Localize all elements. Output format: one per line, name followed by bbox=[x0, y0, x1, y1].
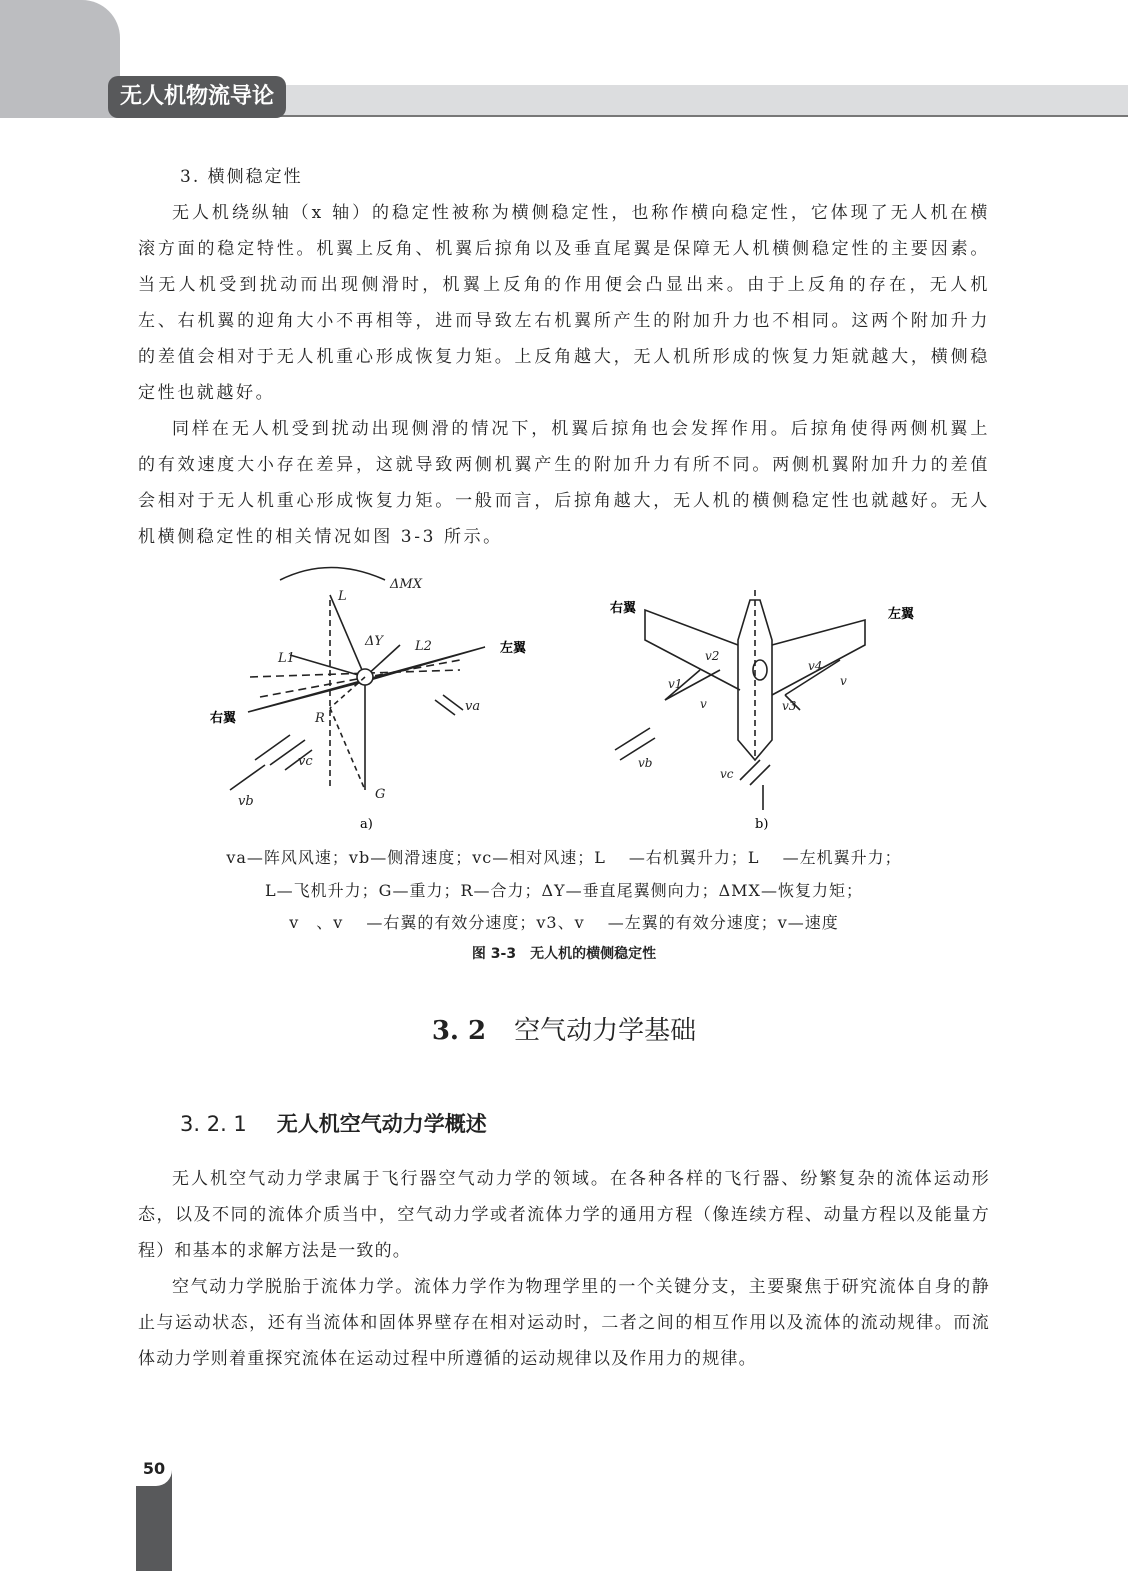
label-v: v bbox=[700, 697, 707, 711]
label-dmx: ΔMX bbox=[390, 577, 422, 592]
header-tab-decoration bbox=[0, 0, 120, 118]
section-number: 3. 2 bbox=[431, 1016, 487, 1046]
paragraph: 无人机空气动力学隶属于飞行器空气动力学的领域。在各种各样的飞行器、纷繁复杂的流体运动形态，以及不同的流体介质当中，空气动力学或者流体力学的通用方程（像连续方程、动量方程以及能量方程）和基本的求解方法是一致的。 bbox=[138, 1169, 990, 1261]
label-vc-b: vc bbox=[720, 767, 734, 781]
moment-arc bbox=[280, 568, 385, 581]
figure-legend-line: va—阵风风速；vb—侧滑速度；vc—相对风速；L —右机翼升力；L —左机翼升力； bbox=[226, 848, 902, 867]
figure-b-label: b) bbox=[755, 817, 769, 832]
subsection-number: 3. 2. 1 bbox=[180, 1112, 247, 1136]
header-band bbox=[270, 85, 1128, 117]
label-L: L bbox=[338, 589, 347, 604]
label-v-right: v bbox=[840, 674, 847, 688]
label-left-wing: 左翼 bbox=[500, 641, 527, 656]
label-L2: L2 bbox=[415, 639, 432, 654]
section-heading bbox=[0, 1010, 1128, 1047]
label-vc: vc bbox=[298, 754, 313, 769]
label-v3: v3 bbox=[782, 699, 797, 713]
subsection-heading: 3. 横侧稳定性 bbox=[180, 167, 303, 187]
paragraph: 空气动力学脱胎于流体力学。流体力学作为物理学里的一个关键分支，主要聚焦于研究流体自身的静止与运动状态，还有当流体和固体界壁存在相对运动时，二者之间的相互作用以及流体的流动规律。而流体动力学则着重探究流体在运动过程中所遵循的运动规律以及作用力的规律。 bbox=[138, 1277, 990, 1369]
subsection-title: 无人机空气动力学概述 bbox=[276, 1111, 487, 1136]
section321-body bbox=[138, 1161, 990, 1377]
label-L1: L1 bbox=[278, 651, 295, 666]
page-number: 50 bbox=[136, 1452, 172, 1486]
label-left-wing-b: 左翼 bbox=[888, 607, 915, 622]
figure-3-3 bbox=[200, 560, 940, 840]
label-v1: v1 bbox=[668, 677, 683, 691]
figure-a bbox=[230, 568, 485, 791]
label-right-wing: 右翼 bbox=[210, 711, 237, 726]
label-dY: ΔY bbox=[365, 634, 383, 649]
paragraph: 无人机绕纵轴（x 轴）的稳定性被称为横侧稳定性，也称作横向稳定性，它体现了无人机在横滚方面的稳定特性。机翼上反角、机翼后掠角以及垂直尾翼是保障无人机横侧稳定性的主要因素。当无人机受到扰动而出现侧滑时，机翼上反角的作用便会凸显出来。由于上反角的存在，无人机左、右机翼的迎角大小不再相等，进而导致左右机翼所产生的附加升力也不相同。这两个附加升力的差值会相对于无人机重心形成恢复力矩。上反角越大，无人机所形成的恢复力矩就越大，横侧稳定性也就越好。 bbox=[138, 203, 990, 403]
figure-title: 图 3-3 无人机的横侧稳定性 bbox=[471, 946, 657, 962]
label-G: G bbox=[375, 787, 386, 802]
figure-legend-line: L—飞机升力；G—重力；R—合力；ΔY—垂直尾翼侧向力；ΔMX—恢复力矩； bbox=[265, 881, 863, 900]
label-v4: v4 bbox=[808, 659, 823, 673]
label-right-wing-b: 右翼 bbox=[610, 601, 637, 616]
figure-b bbox=[615, 590, 865, 810]
label-v2: v2 bbox=[705, 649, 720, 663]
figure-legend-line: v 、v —右翼的有效分速度；v3、v —左翼的有效分速度；v—速度 bbox=[289, 913, 839, 932]
label-va: va bbox=[465, 699, 481, 714]
figure-a-label: a) bbox=[360, 817, 373, 832]
paragraph: 同样在无人机受到扰动出现侧滑的情况下，机翼后掠角也会发挥作用。后掠角使得两侧机翼上的有效速度大小存在差异，这就导致两侧机翼产生的附加升力有所不同。两侧机翼附加升力的差值会相对于无人机重心形成恢复力矩。一般而言，后掠角越大，无人机的横侧稳定性也就越好。无人机横侧稳定性的相关情况如图 3-3 所示。 bbox=[138, 419, 990, 547]
label-vb: vb bbox=[238, 794, 254, 809]
label-vb-b: vb bbox=[638, 756, 653, 770]
book-title: 无人机物流导论 bbox=[108, 76, 286, 118]
section3-body bbox=[138, 195, 990, 555]
label-R: R bbox=[315, 711, 325, 726]
subsection-heading bbox=[180, 1108, 487, 1138]
section-title: 空气动力学基础 bbox=[514, 1016, 697, 1046]
